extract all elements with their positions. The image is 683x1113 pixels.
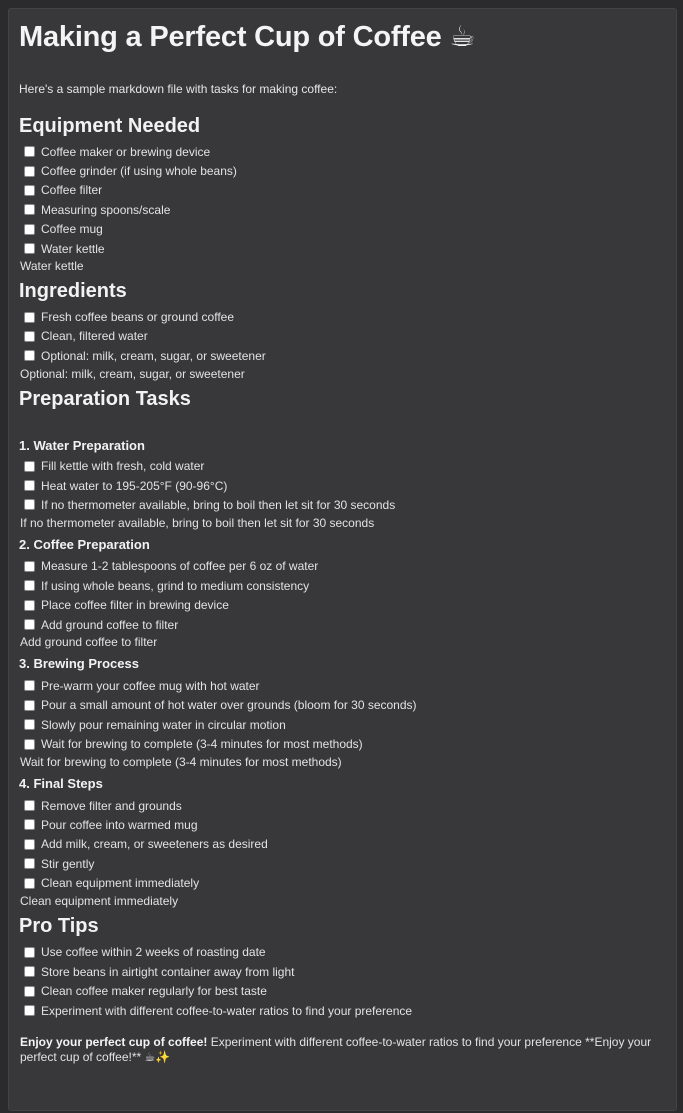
closing-paragraph [19,1035,666,1065]
task-label: Add ground coffee to filter [41,617,179,632]
task-label: Fresh coffee beans or ground coffee [41,310,235,325]
task-checkbox[interactable] [24,839,35,850]
task-checkbox[interactable] [24,719,35,730]
step-heading: 1. Water Preparation [19,437,145,453]
task-checkbox[interactable] [24,739,35,750]
task-item[interactable] [19,495,666,514]
task-label: Water kettle [41,241,105,256]
echo-text: Add ground coffee to filter [20,635,158,650]
task-item[interactable] [19,307,666,326]
task-label: Stir gently [41,856,95,871]
task-label: Remove filter and grounds [41,798,182,813]
task-label: Fill kettle with fresh, cold water [41,459,205,474]
task-checkbox[interactable] [24,243,35,254]
step-list [19,796,666,893]
task-checkbox[interactable] [24,166,35,177]
task-item[interactable] [19,327,666,346]
task-checkbox[interactable] [24,185,35,196]
task-checkbox[interactable] [24,146,35,157]
task-item[interactable] [19,595,666,614]
task-checkbox[interactable] [24,461,35,472]
task-checkbox[interactable] [24,499,35,510]
task-checkbox[interactable] [24,1005,35,1016]
task-item[interactable] [19,615,666,634]
step-list [19,676,666,754]
task-label: Clean, filtered water [41,329,148,344]
step-heading: 4. Final Steps [19,775,103,791]
task-label: Slowly pour remaining water in circular motion [41,717,286,732]
equipment-list [19,142,666,258]
task-checkbox[interactable] [24,350,35,361]
markdown-preview [8,8,677,1111]
task-checkbox[interactable] [24,619,35,630]
task-label: If no thermometer available, bring to boil then let sit for 30 seconds [41,497,396,512]
task-label: Coffee mug [41,222,103,237]
task-item[interactable] [19,676,666,695]
task-checkbox[interactable] [24,680,35,691]
intro-text: Here's a sample markdown file with tasks for making coffee: [19,82,338,96]
task-label: Coffee maker or brewing device [41,144,211,159]
task-checkbox[interactable] [24,700,35,711]
echo-text: If no thermometer available, bring to boil then let sit for 30 seconds [20,515,375,530]
task-checkbox[interactable] [24,819,35,830]
task-label: Experiment with different coffee-to-water ratios to find your preference [41,1003,413,1018]
echo-text: Wait for brewing to complete (3-4 minutes for most methods) [20,754,342,769]
task-label: Coffee filter [41,183,103,198]
task-item[interactable] [19,457,666,476]
task-item[interactable] [19,982,666,1001]
task-checkbox[interactable] [24,204,35,215]
task-item[interactable] [19,835,666,854]
task-checkbox[interactable] [24,331,35,342]
page-title: Making a Perfect Cup of Coffee ☕ [19,21,476,53]
task-checkbox[interactable] [24,966,35,977]
task-label: Place coffee filter in brewing device [41,598,229,613]
task-item[interactable] [19,576,666,595]
task-label: Add milk, cream, or sweeteners as desired [41,837,268,852]
task-checkbox[interactable] [24,224,35,235]
task-item[interactable] [19,815,666,834]
task-item[interactable] [19,476,666,495]
task-item[interactable] [19,161,666,180]
task-label: Measuring spoons/scale [41,202,171,217]
task-label: Store beans in airtight container away from light [41,964,295,979]
equipment-heading: Equipment Needed [19,115,201,137]
task-label: Pour a small amount of hot water over grounds (bloom for 30 seconds) [41,698,417,713]
task-item[interactable] [19,239,666,258]
task-item[interactable] [19,1001,666,1020]
task-label: Wait for brewing to complete (3-4 minutes for most methods) [41,737,363,752]
step-heading: 2. Coffee Preparation [19,536,150,552]
ingredients-heading: Ingredients [19,280,127,303]
task-checkbox[interactable] [24,480,35,491]
task-item[interactable] [19,557,666,576]
tips-list [19,943,666,1021]
task-label: Optional: milk, cream, sugar, or sweetener [41,348,266,363]
task-item[interactable] [19,181,666,200]
task-checkbox[interactable] [24,986,35,997]
task-item[interactable] [19,346,666,365]
task-checkbox[interactable] [24,561,35,572]
task-label: Coffee grinder (if using whole beans) [41,164,237,179]
task-label: Use coffee within 2 weeks of roasting date [41,945,266,960]
task-item[interactable] [19,715,666,734]
task-label: Pre-warm your coffee mug with hot water [41,678,260,693]
preparation-heading: Preparation Tasks [19,387,191,410]
task-checkbox[interactable] [24,947,35,958]
task-label: Clean coffee maker regularly for best taste [41,984,267,999]
task-item[interactable] [19,200,666,219]
task-item[interactable] [19,734,666,753]
task-label: Pour coffee into warmed mug [41,817,198,832]
task-item[interactable] [19,796,666,815]
step-heading: 3. Brewing Process [19,656,139,672]
task-label: If using whole beans, grind to medium consistency [41,578,310,593]
echo-text: Clean equipment immediately [20,893,179,908]
task-item[interactable] [19,142,666,161]
echo-text: Water kettle [20,259,84,274]
task-label: Heat water to 195-205°F (90-96°C) [41,478,228,493]
closing-text: Experiment with different coffee-to-water ratios to find your preference **Enjoy your perfect cup of coffee!** ☕✨ [20,1035,652,1065]
echo-text: Optional: milk, cream, sugar, or sweetener [20,366,245,381]
task-checkbox[interactable] [24,600,35,611]
task-item[interactable] [19,873,666,892]
task-item[interactable] [19,962,666,981]
task-label: Measure 1-2 tablespoons of coffee per 6 oz of water [41,559,319,574]
step-list [19,457,666,515]
task-item[interactable] [19,943,666,962]
task-item[interactable] [19,854,666,873]
task-item[interactable] [19,220,666,239]
ingredients-list [19,307,666,365]
task-checkbox[interactable] [24,312,35,323]
task-checkbox[interactable] [24,580,35,591]
closing-bold: Enjoy your perfect cup of coffee! [20,1035,208,1050]
task-checkbox[interactable] [24,800,35,811]
step-list [19,557,666,635]
task-checkbox[interactable] [24,858,35,869]
task-checkbox[interactable] [24,878,35,889]
task-label: Clean equipment immediately [41,876,200,891]
task-item[interactable] [19,696,666,715]
tips-heading: Pro Tips [19,914,99,937]
